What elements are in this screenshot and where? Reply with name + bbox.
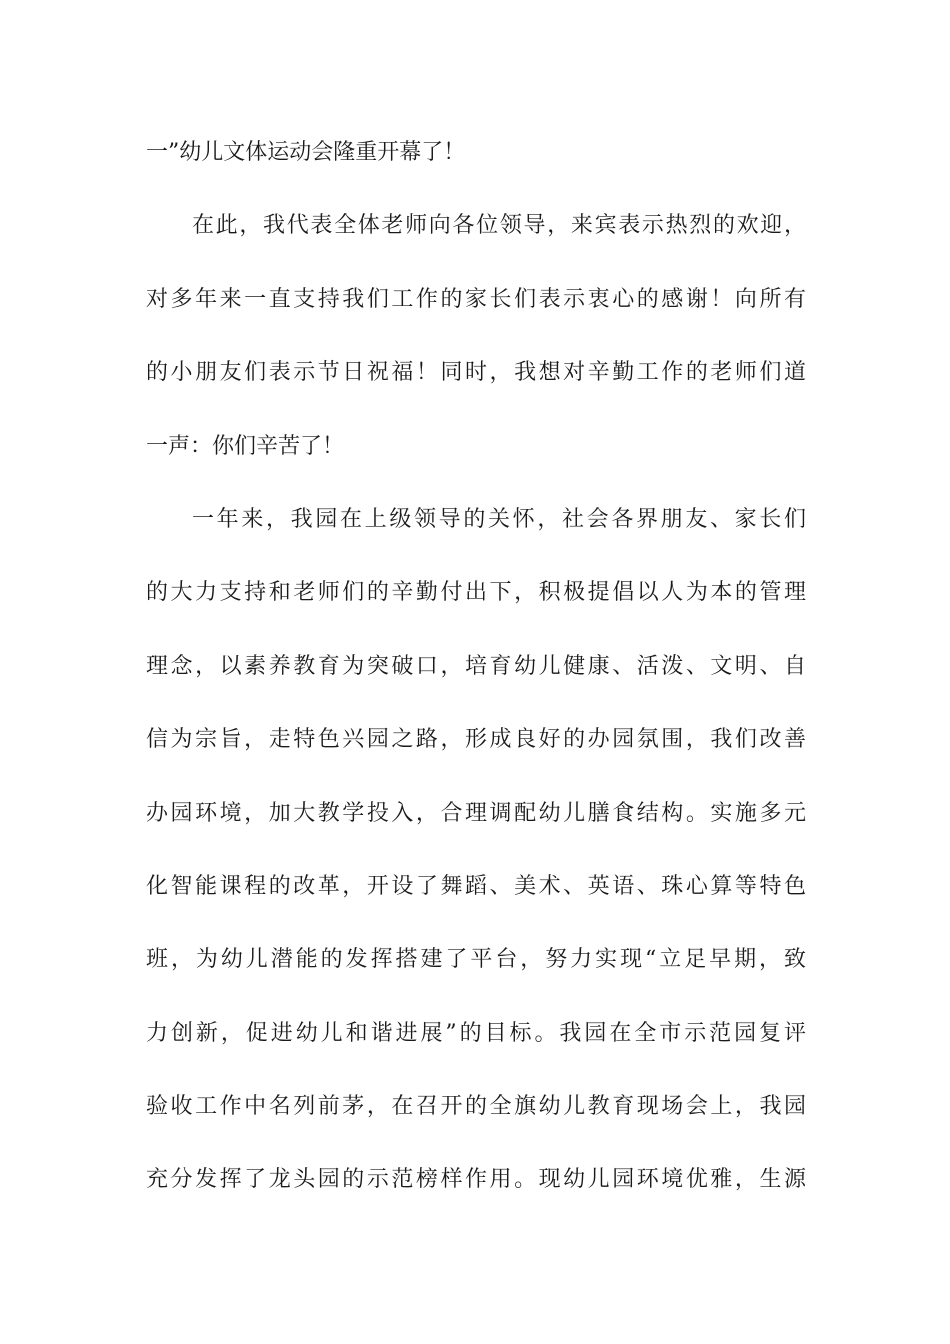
text-line: 验收工作中名列前茅，在召开的全旗幼儿教育现场会上，我园 <box>146 1094 806 1120</box>
text-line: 办园环境，加大教学投入，合理调配幼儿膳食结构。实施多元 <box>146 800 806 826</box>
text-line: 一声：你们辛苦了！ <box>146 433 345 459</box>
text-line: 充分发挥了龙头园的示范榜样作用。现幼儿园环境优雅，生源 <box>146 1167 806 1193</box>
text-line: 的大力支持和老师们的辛勤付出下，积极提倡以人为本的管理 <box>146 580 806 606</box>
text-line: 一”幼儿文体运动会隆重开幕了！ <box>146 140 466 165</box>
document-body <box>146 126 806 1227</box>
text-line: 的小朋友们表示节日祝福！同时，我想对辛勤工作的老师们道 <box>146 360 806 386</box>
text-line: 一年来，我园在上级领导的关怀，社会各界朋友、家长们 <box>192 506 806 532</box>
text-line: 化智能课程的改革，开设了舞蹈、美术、英语、珠心算等特色 <box>146 873 806 899</box>
text-line: 力创新，促进幼儿和谐进展”的目标。我园在全市示范园复评 <box>146 1020 806 1046</box>
text-line: 在此，我代表全体老师向各位领导，来宾表示热烈的欢迎， <box>192 213 806 239</box>
text-line: 理念，以素养教育为突破口，培育幼儿健康、活泼、文明、自 <box>146 653 806 679</box>
text-line: 对多年来一直支持我们工作的家长们表示衷心的感谢！向所有 <box>146 286 806 312</box>
text-line: 班，为幼儿潜能的发挥搭建了平台，努力实现“立足早期，致 <box>146 947 806 973</box>
text-line: 信为宗旨，走特色兴园之路，形成良好的办园氛围，我们改善 <box>146 727 806 753</box>
